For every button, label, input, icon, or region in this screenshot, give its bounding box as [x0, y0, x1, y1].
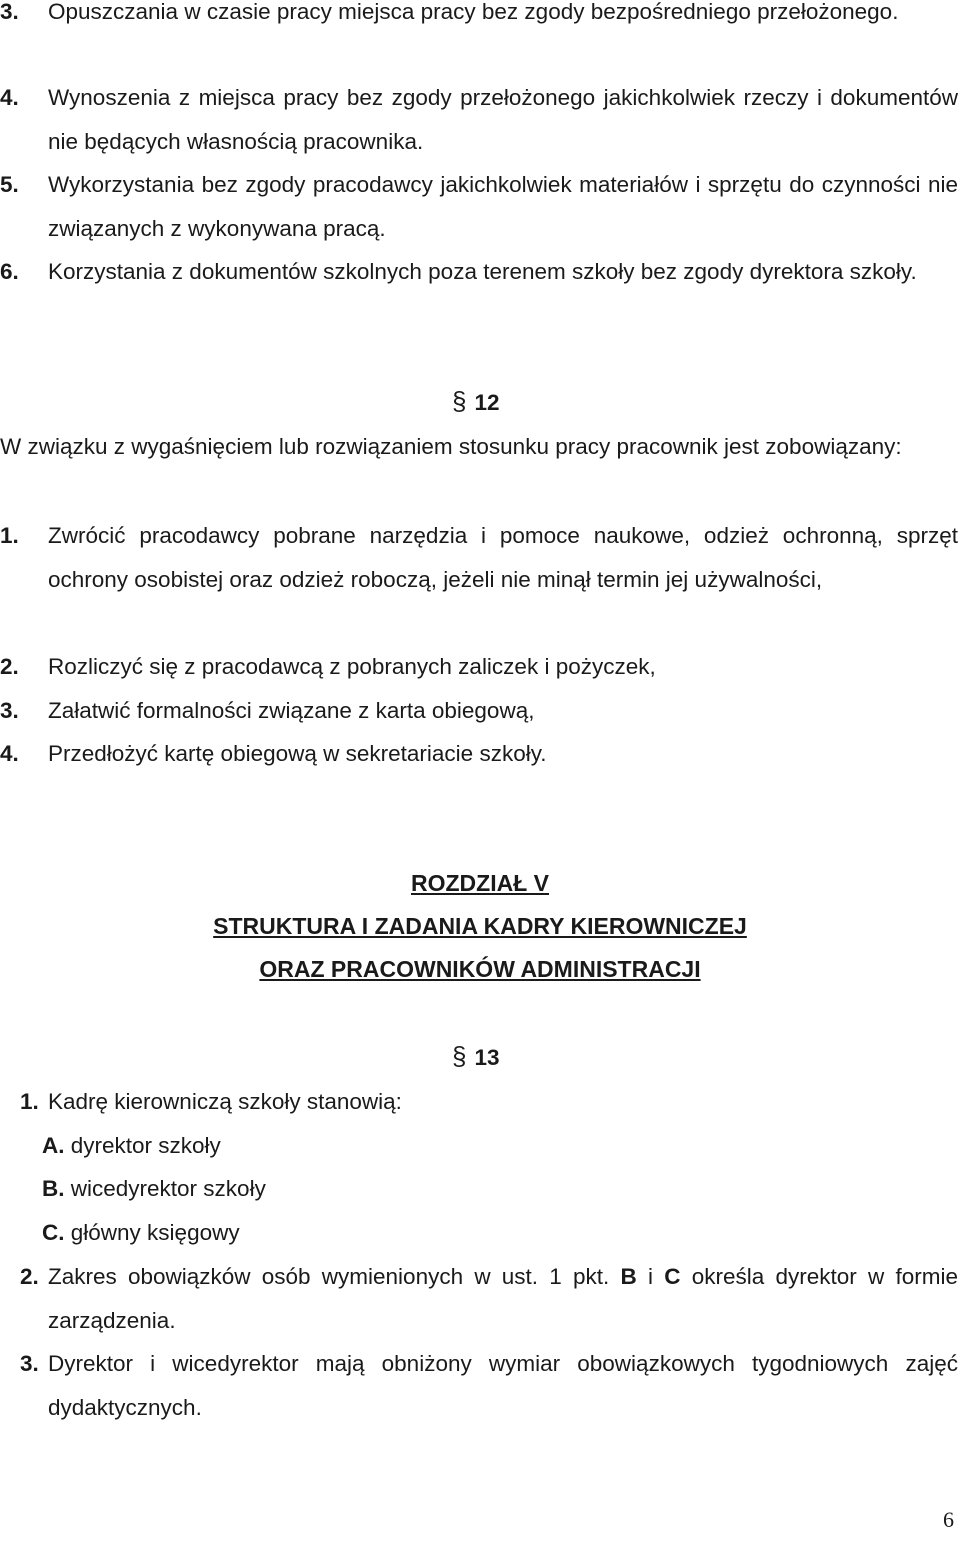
section-heading-12 [452, 386, 500, 417]
list-item [0, 0, 958, 34]
sub-item [42, 1133, 221, 1159]
list-item-text: Wynoszenia z miejsca pracy bez zgody przełożonego jakichkolwiek rzeczy i dokumentów nie będących własnością pracownika. [48, 85, 958, 154]
sub-item [42, 1176, 266, 1202]
list-item-text: Opuszczania w czasie pracy miejsca pracy bez zgody bezpośredniego przełożonego. [48, 0, 899, 24]
list-item-text: Wykorzystania bez zgody pracodawcy jakichkolwiek materiałów i sprzętu do czynności nie związanych z wykonywana pracą. [48, 172, 958, 241]
item-ref-b: B [620, 1264, 637, 1289]
sub-item-text: główny księgowy [70, 1220, 240, 1245]
item-ref-c: C [664, 1264, 681, 1289]
list-item-text: Przedłożyć kartę obiegową w sekretariacie szkoły. [48, 741, 547, 766]
list-item [0, 732, 958, 776]
list-item [0, 1255, 958, 1343]
list-item [0, 689, 958, 733]
list-item-number: 4. [0, 85, 19, 110]
sub-item [42, 1220, 240, 1246]
item-text-part: Zakres obowiązków osób wymienionych w ust. 1 pkt. [48, 1264, 610, 1289]
list-item [0, 645, 958, 689]
section-sign: § [452, 386, 467, 416]
list-item-number: 2. [0, 654, 19, 679]
list-item [0, 514, 958, 602]
list-item-number: 5. [0, 172, 19, 197]
list-item-number: 3. [0, 0, 19, 24]
section-number: 13 [474, 1045, 500, 1070]
list-item-text: Rozliczyć się z pracodawcą z pobranych zaliczek i pożyczek, [48, 654, 656, 679]
sub-item-letter: B. [42, 1176, 65, 1201]
sub-item-text: wicedyrektor szkoły [70, 1176, 266, 1201]
page-number: 6 [943, 1507, 954, 1532]
list-item-text: Korzystania z dokumentów szkolnych poza terenem szkoły bez zgody dyrektora szkoły. [48, 259, 917, 284]
section-12-intro: W związku z wygaśnięciem lub rozwiązaniem stosunku pracy pracownik jest zobowiązany: [0, 434, 902, 459]
list-item [0, 1080, 958, 1124]
list-item-text: Zwrócić pracodawcy pobrane narzędzia i pomoce naukowe, odzież ochronną, sprzęt ochrony osobistej oraz odzież roboczą, jeżeli nie minął termin jej używalności, [48, 523, 958, 592]
list-item [0, 76, 958, 164]
sub-item-letter: A. [42, 1133, 65, 1158]
list-item-text [48, 1255, 958, 1343]
sub-item-letter: C. [42, 1220, 65, 1245]
list-item-number: 1. [0, 523, 19, 548]
sub-item-text: dyrektor szkoły [70, 1133, 221, 1158]
chapter-subtitle-2: ORAZ PRACOWNIKÓW ADMINISTRACJI [259, 956, 701, 982]
list-item-text: Dyrektor i wicedyrektor mają obniżony wymiar obowiązkowych tygodniowych zajęć dydaktycznych. [48, 1351, 958, 1420]
section-heading-13 [452, 1041, 500, 1072]
item-text-part: określa dyrektor w formie zarządzenia. [48, 1264, 958, 1333]
list-item-text: Załatwić formalności związane z karta obiegową, [48, 698, 535, 723]
section-sign: § [452, 1041, 467, 1071]
list-item-number: 6. [0, 259, 19, 284]
section-number: 12 [474, 390, 500, 415]
chapter-title: ROZDZIAŁ V [411, 870, 549, 896]
list-item-number: 3. [20, 1351, 39, 1376]
list-item-number: 1. [20, 1089, 39, 1114]
list-item [0, 250, 958, 294]
list-item [0, 163, 958, 251]
list-item-text: Kadrę kierowniczą szkoły stanowią: [48, 1089, 402, 1114]
list-item [0, 1342, 958, 1430]
list-item-number: 2. [20, 1264, 39, 1289]
list-item-number: 4. [0, 741, 19, 766]
item-text-conj: i [648, 1264, 654, 1289]
list-item-number: 3. [0, 698, 19, 723]
chapter-subtitle: STRUKTURA I ZADANIA KADRY KIEROWNICZEJ [213, 913, 747, 939]
